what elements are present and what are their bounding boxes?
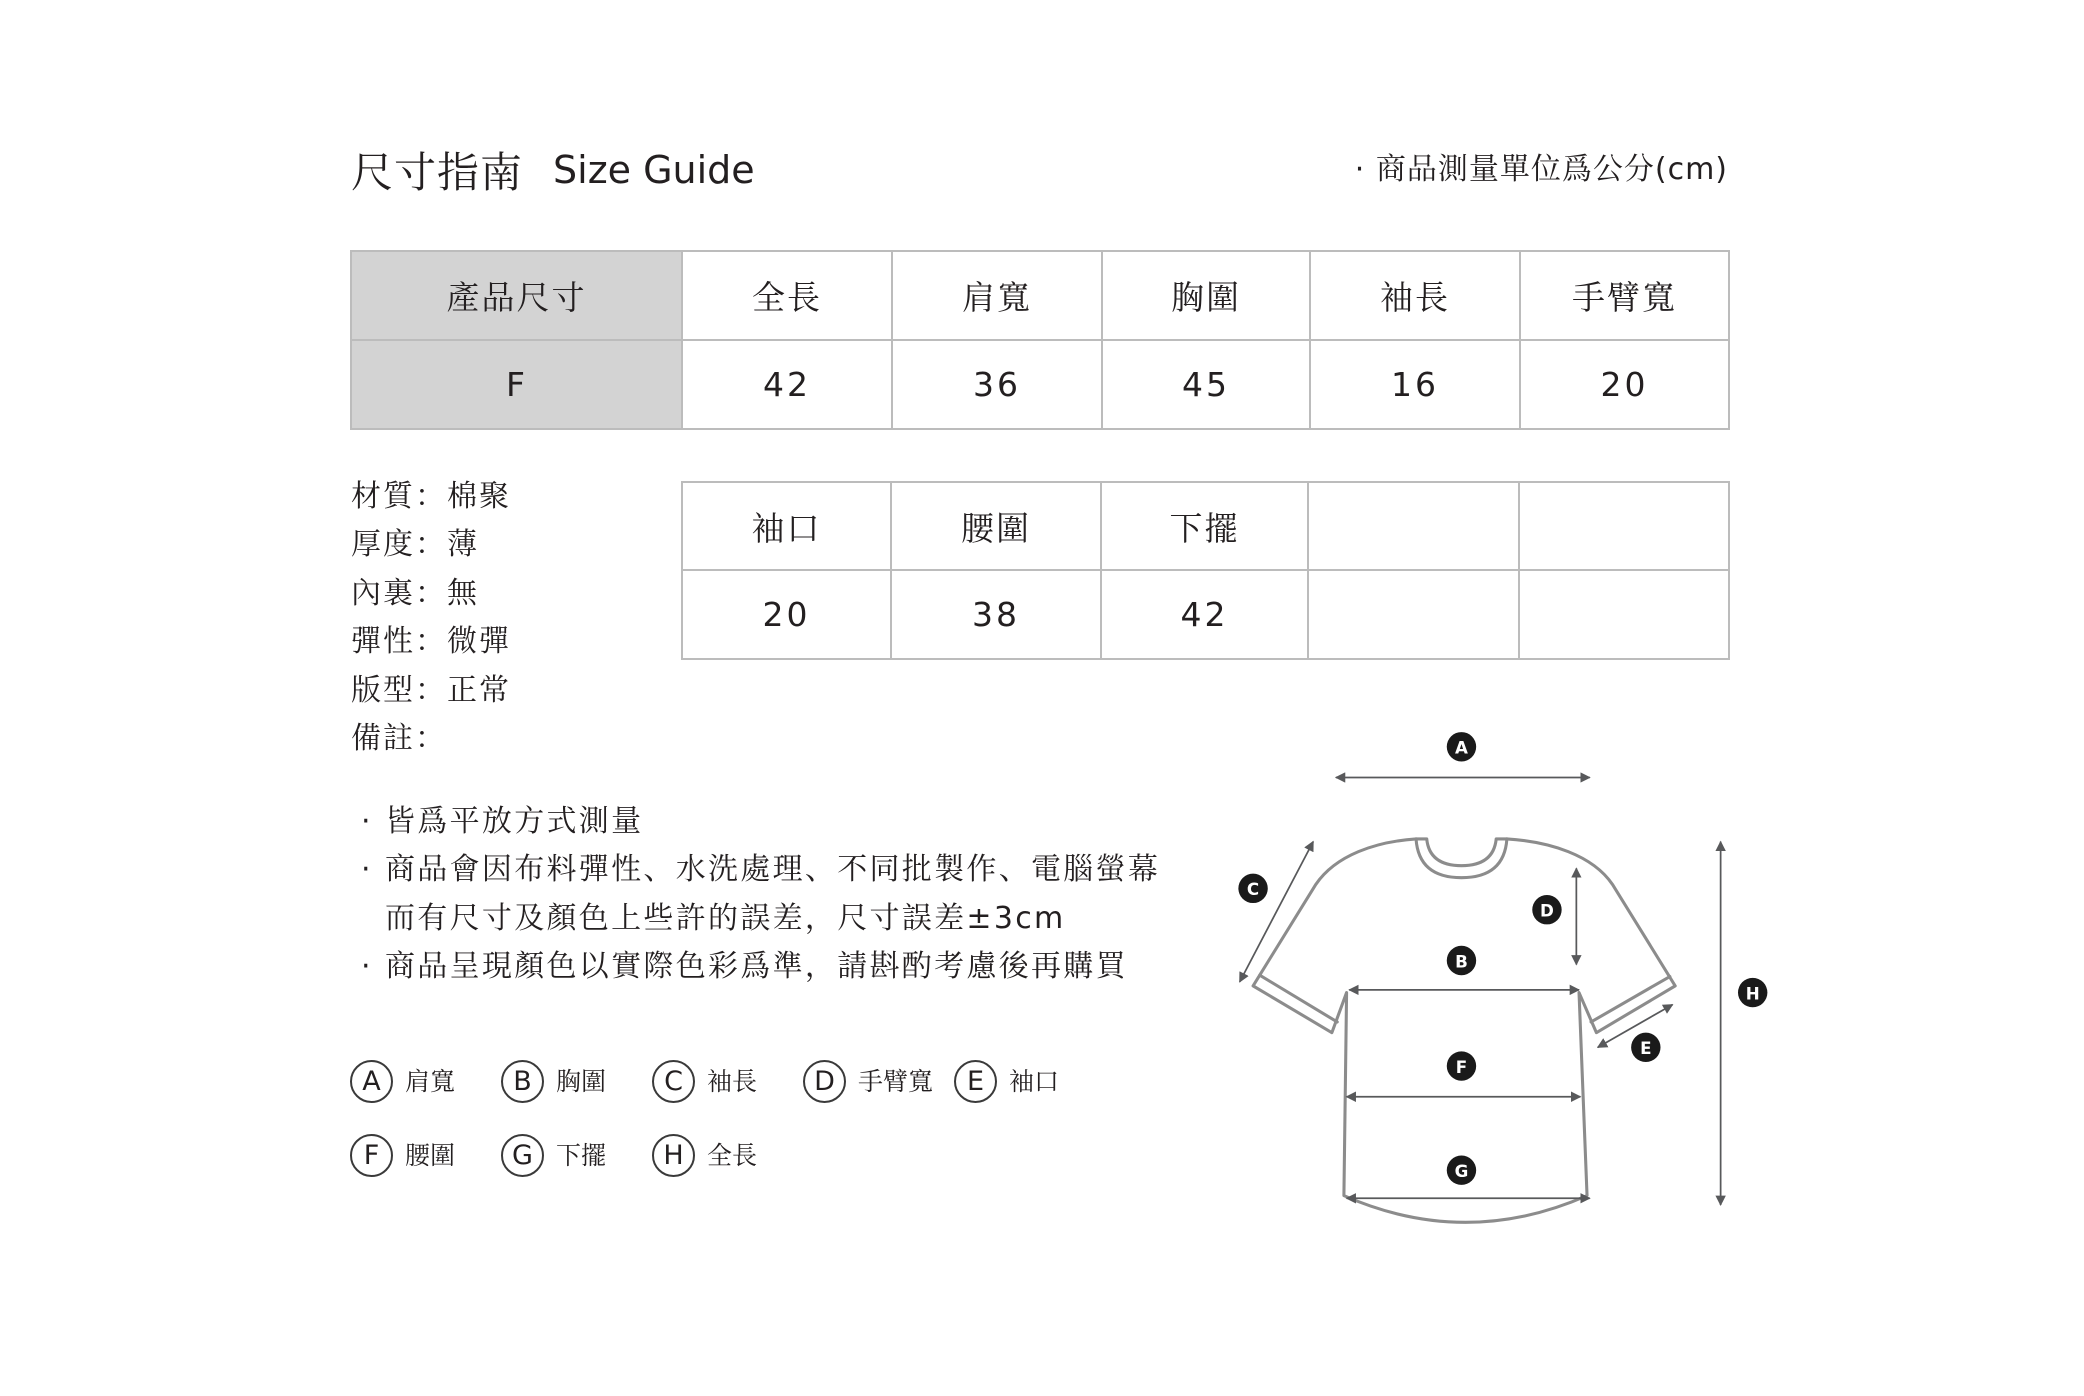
marker-letter: A xyxy=(1455,738,1468,758)
marker-letter: F xyxy=(1455,1057,1468,1077)
table-header-length: 全長 xyxy=(683,252,893,341)
note-text: 商品呈現顏色以實際色彩爲準，請斟酌考慮後再購買 xyxy=(385,948,1128,984)
legend-label: 袖長 xyxy=(707,1067,758,1096)
spec-label: 內裏 xyxy=(351,575,415,611)
spec-label: 備註 xyxy=(351,720,415,756)
marker-letter: C xyxy=(1246,880,1260,900)
left-cuff-line xyxy=(1260,975,1337,1022)
marker-letter: E xyxy=(1640,1039,1652,1059)
title-english: Size Guide xyxy=(553,148,755,192)
right-cuff-line xyxy=(1591,977,1670,1022)
legend-letter: D xyxy=(803,1060,846,1103)
legend-label: 下擺 xyxy=(556,1141,607,1170)
legend-letter: B xyxy=(501,1060,544,1103)
diagram-marker-h xyxy=(1738,978,1767,1007)
spec-separator: ： xyxy=(415,672,447,708)
table-header-waist: 腰圍 xyxy=(892,483,1102,571)
spec-separator: ： xyxy=(415,624,447,660)
legend-letter: H xyxy=(652,1134,695,1177)
table-header-shoulder: 肩寬 xyxy=(893,252,1103,341)
legend-label: 肩寬 xyxy=(405,1067,456,1096)
diagram-marker-d xyxy=(1532,895,1561,924)
legend-letter: F xyxy=(350,1134,393,1177)
legend-letter: G xyxy=(501,1134,544,1177)
table-cell-hem: 42 xyxy=(1102,571,1309,660)
table-cell-chest: 45 xyxy=(1103,341,1311,430)
diagram-marker-c xyxy=(1238,874,1267,903)
spec-label: 材質 xyxy=(351,479,415,514)
note-text: 皆爲平放方式測量 xyxy=(385,804,644,839)
collar-inner xyxy=(1416,839,1507,866)
legend-label: 袖口 xyxy=(1009,1067,1060,1096)
marker-letter: G xyxy=(1454,1162,1469,1182)
table-cell-size: F xyxy=(352,341,683,430)
spec-value: 薄 xyxy=(447,527,479,563)
unit-note: · 商品測量單位爲公分(cm) xyxy=(1354,152,1728,187)
table-header-size: 產品尺寸 xyxy=(352,252,683,341)
legend-label: 手臂寬 xyxy=(858,1067,934,1096)
diagram-marker-b xyxy=(1447,946,1476,975)
table-cell-cuff: 20 xyxy=(683,571,892,660)
marker-letter: B xyxy=(1455,952,1468,972)
diagram-marker-a xyxy=(1447,732,1476,761)
diagram-marker-f xyxy=(1447,1051,1476,1080)
title-chinese: 尺寸指南 xyxy=(351,148,524,197)
legend-letter: C xyxy=(652,1060,695,1103)
spec-value: 微彈 xyxy=(447,624,511,660)
diagram-marker-g xyxy=(1447,1156,1476,1185)
spec-label: 版型 xyxy=(351,672,415,708)
bullet: · xyxy=(361,948,371,984)
spec-value: 棉聚 xyxy=(447,479,511,514)
legend-label: 胸圍 xyxy=(556,1067,607,1096)
table-cell-waist: 38 xyxy=(892,571,1102,660)
legend-letter: E xyxy=(954,1060,997,1103)
table-cell-arm-width: 20 xyxy=(1521,341,1730,430)
table-cell-shoulder: 36 xyxy=(893,341,1103,430)
legend-letter: A xyxy=(350,1060,393,1103)
note-text: 而有尺寸及顏色上些許的誤差，尺寸誤差±3cm xyxy=(385,900,1066,936)
spec-separator: ： xyxy=(415,527,447,563)
spec-separator: ： xyxy=(415,720,447,756)
collar-outer xyxy=(1416,839,1507,878)
marker-letter: H xyxy=(1745,984,1760,1004)
table-header-sleeve-length: 袖長 xyxy=(1311,252,1521,341)
bullet: · xyxy=(361,804,371,839)
table-cell-length: 42 xyxy=(683,341,893,430)
spec-separator: ： xyxy=(415,575,447,611)
spec-separator: ： xyxy=(415,479,447,514)
table-header-hem: 下擺 xyxy=(1102,483,1309,571)
dimension-arrow-sleeve-length xyxy=(1240,842,1313,982)
table-header-arm-width: 手臂寬 xyxy=(1521,252,1730,341)
marker-letter: D xyxy=(1540,901,1554,921)
table-cell-sleeve-length: 16 xyxy=(1311,341,1521,430)
spec-label: 厚度 xyxy=(351,527,415,563)
spec-label: 彈性 xyxy=(351,624,415,660)
note-text: 商品會因布料彈性、水洗處理、不同批製作、電腦螢幕 xyxy=(385,852,1161,888)
spec-value: 無 xyxy=(447,575,479,611)
legend-label: 全長 xyxy=(707,1141,758,1170)
legend-label: 腰圍 xyxy=(405,1141,456,1170)
table-header-cuff: 袖口 xyxy=(683,483,892,571)
bullet: · xyxy=(361,852,371,888)
table-header-chest: 胸圍 xyxy=(1103,252,1311,341)
diagram-marker-e xyxy=(1631,1033,1660,1062)
spec-value: 正常 xyxy=(447,672,511,708)
